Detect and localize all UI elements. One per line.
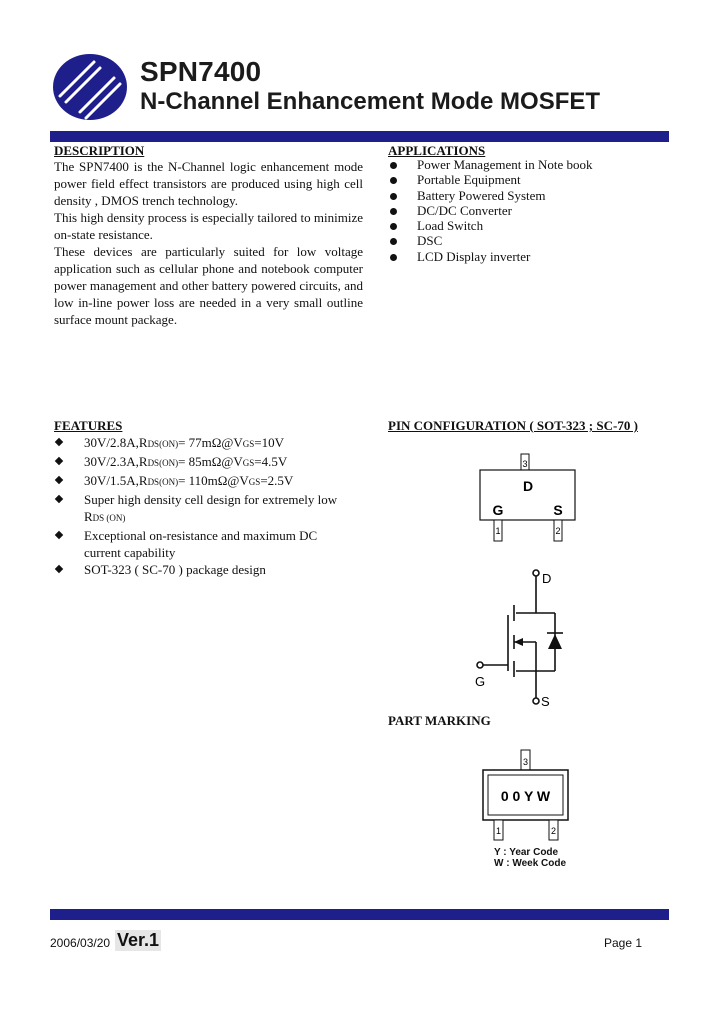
pin-config-package-diagram — [470, 450, 590, 545]
document-subtitle: N-Channel Enhancement Mode MOSFET — [140, 88, 601, 115]
list-item: SOT-323 ( SC-70 ) package design — [54, 561, 364, 578]
list-item: DC/DC Converter — [388, 203, 678, 218]
list-item: Portable Equipment — [388, 172, 678, 187]
diamond-bullet-icon — [55, 565, 63, 573]
schematic-drain-label: D — [542, 571, 552, 586]
source-terminal-icon — [533, 698, 539, 704]
list-item: Battery Powered System — [388, 188, 678, 203]
diamond-bullet-icon — [55, 476, 63, 484]
list-item: Load Switch — [388, 218, 678, 233]
arrow-icon — [514, 638, 523, 646]
source-pin-label: S — [553, 502, 563, 518]
marking-legend — [494, 847, 566, 869]
description-paragraph: This high density process is especially tailored to minimize on-state resistance. — [54, 210, 363, 242]
footer-divider-bar — [50, 909, 669, 920]
description-paragraph: The SPN7400 is the N-Channel logic enhancement mode power field effect transistors are produced using high cell density , DMOS trench technology. — [54, 159, 363, 208]
list-item: LCD Display inverter — [388, 249, 678, 264]
diode-icon — [548, 634, 562, 649]
header-divider-bar — [50, 131, 669, 142]
list-item: DSC — [388, 233, 678, 248]
list-item: 30V/2.8A,RDS(ON)= 77mΩ@VGS=10V — [54, 434, 364, 453]
pin-config-heading: PIN CONFIGURATION ( SOT-323 ; SC-70 ) — [388, 418, 638, 433]
marking-pin2-label: 2 — [550, 826, 557, 836]
marking-pin1-label: 1 — [495, 826, 502, 836]
mosfet-schematic-symbol — [470, 565, 590, 710]
bullet-icon — [390, 193, 397, 200]
diamond-bullet-icon — [55, 438, 63, 446]
marking-code: 0 0 Y W — [500, 788, 551, 804]
drain-terminal-icon — [533, 570, 539, 576]
gate-pin-label: G — [492, 502, 504, 518]
gate-terminal-icon — [477, 662, 483, 668]
list-item: Power Management in Note book — [388, 157, 678, 172]
applications-heading: APPLICATIONS — [388, 143, 486, 158]
footer-version: Ver.1 — [117, 930, 160, 950]
description-heading: DESCRIPTION — [54, 143, 145, 158]
list-item: Super high density cell design for extremely low RDS (ON) — [54, 491, 364, 527]
drain-pin-label: D — [522, 478, 534, 494]
description-paragraph: These devices are particularly suited for low voltage application such as cellular phone and notebook computer power management and other battery powered circuits, and low in-line power loss are needed in a very small outline surface mount package. — [54, 244, 363, 327]
pin2-label: 2 — [555, 526, 561, 536]
company-logo — [50, 52, 130, 122]
diamond-bullet-icon — [55, 531, 63, 539]
diamond-bullet-icon — [55, 495, 63, 503]
year-code-legend: Y : Year Code — [494, 847, 559, 858]
features-heading: FEATURES — [54, 418, 123, 433]
list-item: Exceptional on-resistance and maximum DC current capability — [54, 527, 364, 561]
bullet-icon — [390, 177, 397, 184]
description-body — [54, 158, 363, 328]
schematic-source-label: S — [541, 694, 550, 709]
bullet-icon — [390, 223, 397, 230]
part-number-title: SPN7400 — [140, 56, 262, 87]
part-marking-heading: PART MARKING — [388, 713, 491, 728]
schematic-gate-label: G — [475, 674, 486, 689]
pin3-label: 3 — [522, 459, 528, 469]
part-marking-package-diagram — [480, 748, 580, 843]
pin1-label: 1 — [495, 526, 501, 536]
bullet-icon — [390, 208, 397, 215]
footer-page-number: Page 1 — [604, 936, 643, 950]
marking-pin3-label: 3 — [522, 757, 529, 767]
bullet-icon — [390, 162, 397, 169]
list-item: 30V/2.3A,RDS(ON)= 85mΩ@VGS=4.5V — [54, 453, 364, 472]
features-list — [54, 434, 364, 578]
footer-date: 2006/03/20 — [50, 936, 111, 950]
week-code-legend: W : Week Code — [494, 858, 567, 869]
bullet-icon — [390, 238, 397, 245]
applications-list — [388, 157, 678, 264]
bullet-icon — [390, 254, 397, 261]
list-item: 30V/1.5A,RDS(ON)= 110mΩ@VGS=2.5V — [54, 472, 364, 491]
diamond-bullet-icon — [55, 457, 63, 465]
